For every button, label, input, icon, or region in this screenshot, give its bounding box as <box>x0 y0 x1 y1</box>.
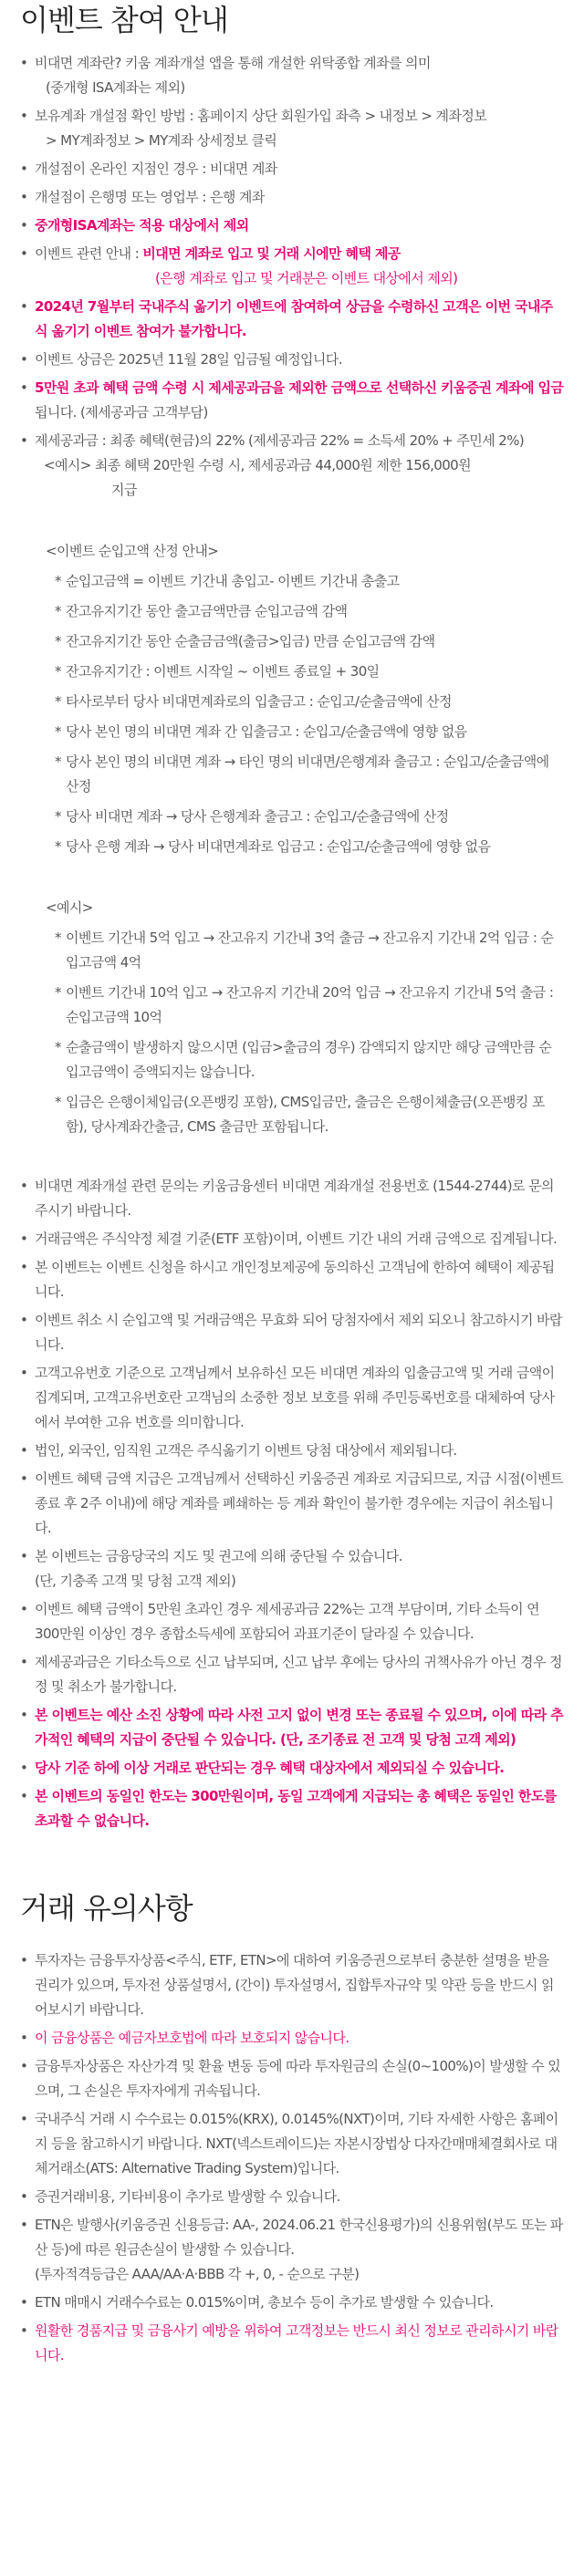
calc-rule-item: * 당사 은행 계좌 → 당사 비대면계좌로 입금고 : 순입고/순출금액에 영향 없음 <box>55 835 564 859</box>
list-item-text: 이벤트 취소 시 순입고액 및 거래금액은 무효화 되어 당첨자에서 제외 되오니 참고하시기 바랍니다. <box>35 1312 562 1353</box>
list-item <box>20 1308 564 1357</box>
list-item-text-highlight: 2024년 7월부터 국내주식 옮기기 이벤트에 참여하여 상금을 수령하신 고객은 이번 국내주식 옮기기 이벤트 참여가 불가합니다. <box>35 298 553 339</box>
list-item-text: 비대면 계좌개설 관련 문의는 키움금융센터 비대면 계좌개설 전용번호 (1544-2744)로 문의 주시기 바랍니다. <box>35 1178 554 1219</box>
list-item <box>20 1784 564 1833</box>
list-item-text: 본 이벤트는 금융당국의 지도 및 권고에 의해 중단될 수 있습니다. <box>35 1548 402 1564</box>
list-item <box>20 376 564 425</box>
list-item-text-highlight: 이 금융상품은 예금자보호법에 따라 보호되지 않습니다. <box>35 2030 349 2046</box>
list-item-sub: (단, 기충족 고객 및 당첨 고객 제외) <box>35 1573 236 1589</box>
list-item <box>20 1756 564 1781</box>
list-item <box>20 2185 564 2209</box>
list-item-text-highlight: 본 이벤트의 동일인 한도는 300만원이며, 동일 고객에게 지급되는 총 혜택은 동일인 한도를 초과할 수 없습니다. <box>35 1788 557 1829</box>
list-item <box>20 1544 564 1594</box>
calc-rule-item: * 당사 비대면 계좌 → 당사 은행계좌 출금고 : 순입고/순출금액에 산정 <box>55 805 564 829</box>
spacer <box>20 1158 564 1174</box>
list-item-text: 금융투자상품은 자산가격 및 환율 변동 등에 따라 투자원금의 손실(0~100%)이 발생할 수 있으며, 그 손실은 투자자에게 귀속됩니다. <box>35 2058 561 2099</box>
box-title: <예시> <box>46 899 93 916</box>
list-item <box>20 1255 564 1304</box>
list-item <box>20 1174 564 1223</box>
example-box <box>20 896 564 1139</box>
example-item: * 이벤트 기간내 10억 입고 → 잔고유지 기간내 20억 입금 → 잔고유지 기간내 5억 출금 : 순입고금액 10억 <box>55 981 564 1030</box>
list-item <box>20 1597 564 1646</box>
list-item-text: 이벤트 관련 안내 : <box>35 245 143 262</box>
list-item <box>20 213 564 238</box>
list-item-text-highlight: 비대면 계좌로 입고 및 거래 시에만 혜택 제공 <box>142 245 401 262</box>
list-item-text: 제세공과금 : 최종 혜택(현금)의 22% (제세공과금 22% = 소득세 20% + 주민세 2%) <box>35 432 525 449</box>
example-list <box>46 926 564 1139</box>
list-item-sub: (투자적격등급은 AAA/AA·A·BBB 각 +, 0, - 순으로 구분) <box>35 2266 360 2282</box>
list-item <box>20 2319 564 2368</box>
calc-rule-item: * 잔고유지기간 : 이벤트 시작일 ~ 이벤트 종료일 + 30일 <box>55 660 564 684</box>
list-item <box>20 1948 564 2022</box>
list-item <box>20 2026 564 2051</box>
list-item-text: 보유계좌 개설점 확인 방법 : 홈페이지 상단 회원가입 좌측 > 내정보 > 계좌정보 <box>35 108 487 124</box>
list-item-text-highlight: 당사 기준 하에 이상 거래로 판단되는 경우 혜택 대상자에서 제외되실 수 있습니다. <box>35 1760 505 1776</box>
example-text-cont: 지급 <box>111 482 137 498</box>
list-item <box>20 295 564 344</box>
list-item-text: 이벤트 혜택 금액이 5만원 초과인 경우 제세공과금 22%는 고객 부담이며, 기타 소득이 연 300만원 이상인 경우 종합소득세에 포함되어 과표기준이 달라질 수 있습니다. <box>35 1601 540 1642</box>
list-item-text: 거래금액은 주식약정 체결 기준(ETF 포함)이며, 이벤트 기간 내의 거래 금액으로 집계됩니다. <box>35 1231 558 1247</box>
list-item-text-highlight: 원활한 경품지급 및 금융사기 예방을 위하여 고객정보는 반드시 최신 정보로 관리하시기 바랍니다. <box>35 2322 558 2363</box>
list-item <box>20 1361 564 1435</box>
list-item <box>20 2054 564 2103</box>
list-item <box>20 242 564 291</box>
list-item <box>20 1467 564 1541</box>
list-item <box>20 1703 564 1752</box>
box-title: <이벤트 순입고액 산정 안내> <box>46 543 219 559</box>
list-item-text: 됩니다. (제세공과금 고객부담) <box>35 404 208 421</box>
example-item: * 이벤트 기간내 5억 입고 → 잔고유지 기간내 3억 출금 → 잔고유지 기간내 2억 입금 : 순입고금액 4억 <box>55 926 564 975</box>
caution-section-title: 거래 유의사항 <box>20 1891 193 1926</box>
caution-list <box>20 1948 564 2368</box>
list-item-text: 제세공과금은 기타소득으로 신고 납부되며, 신고 납부 후에는 당사의 귀책사유가 아닌 경우 정정 및 취소가 불가합니다. <box>35 1654 562 1695</box>
calc-rule-item: * 잔고유지기간 동안 순출금금액(출금>입금) 만큼 순입고금액 감액 <box>55 629 564 654</box>
list-item <box>20 104 564 153</box>
list-item-sub-highlight: (은행 계좌로 입고 및 거래분은 이벤트 대상에서 제외) <box>155 270 458 286</box>
list-item-text: 이벤트 혜택 금액 지급은 고객님께서 선택하신 키움증권 계좌로 지급되므로, 지급 시점(이벤트 종료 후 2주 이내)에 해당 계좌를 폐쇄하는 등 계좌 확인이 불가한 경우에는 지급이 취소됩니다. <box>35 1470 563 1536</box>
list-item-sub: (중개형 ISA계좌는 제외) <box>46 79 185 96</box>
event-terms-list <box>20 1174 564 1833</box>
example-item: * 순출금액이 발생하지 않으시면 (입금>출금의 경우) 감액되지 않지만 해당 금액만큼 순입고금액이 증액되지는 않습니다. <box>55 1035 564 1085</box>
list-item <box>20 2107 564 2181</box>
list-item <box>20 348 564 372</box>
list-item <box>20 2290 564 2315</box>
list-item-text: 본 이벤트는 이벤트 신청을 하시고 개인정보제공에 동의하신 고객님에 한하여 혜택이 제공됩니다. <box>35 1259 555 1300</box>
list-item-text: 개설점이 온라인 지점인 경우 : 비대면 계좌 <box>35 161 277 177</box>
event-section-title: 이벤트 참여 안내 <box>20 3 228 37</box>
list-item-text: 국내주식 거래 시 수수료는 0.015%(KRX), 0.0145%(NXT)이며, 기타 자세한 사항은 홈페이지 등을 참고하시기 바랍니다. NXT(넥스트레이드)는 자본시장법상 다자간매매체결회사로 대체거래소(ATS: Alternative Trading System)입니다. <box>35 2111 558 2176</box>
calc-rule-item: * 잔고유지기간 동안 출고금액만큼 순입고금액 감액 <box>55 599 564 624</box>
list-item-text: 비대면 계좌란? 키움 계좌개설 앱을 통해 개설한 위탁종합 계좌를 의미 <box>35 55 431 71</box>
list-item-sub: > MY계좌정보 > MY계좌 상세정보 클릭 <box>46 132 277 149</box>
list-item <box>20 1227 564 1252</box>
calc-rule-item: * 당사 본인 명의 비대면 계좌 간 입출금고 : 순입고/순출금액에 영향 없음 <box>55 720 564 744</box>
list-item-text-highlight: 중개형ISA계좌는 적용 대상에서 제외 <box>35 217 249 234</box>
list-item <box>20 157 564 182</box>
example-text: <예시> 최종 혜택 20만원 수령 시, 제세공과금 44,000원 제한 156,000원 <box>44 457 472 473</box>
net-deposit-calc-box <box>20 539 564 859</box>
list-item-text: 투자자는 금융투자상품<주식, ETF, ETN>에 대하여 키움증권으로부터 충분한 설명을 받을 권리가 있으며, 투자전 상품설명서, (간이) 투자설명서, 집합투자규약 및 약관 등을 반드시 읽어보시기 바랍니다. <box>35 1952 554 2018</box>
list-item-text: ETN 매매시 거래수수료는 0.015%이며, 총보수 등이 추가로 발생할 수 있습니다. <box>35 2294 494 2311</box>
list-item-text: ETN은 발행사(키움증권 신용등급: AA-, 2024.06.21 한국신용평가)의 신용위험(부도 또는 파산 등)에 따른 원금손실이 발생할 수 있습니다. <box>35 2217 563 2258</box>
calc-rule-item: * 타사로부터 당사 비대면계좌로의 입출금고 : 순입고/순출금액에 산정 <box>55 690 564 714</box>
list-item <box>20 1650 564 1699</box>
event-notice-list <box>20 51 564 503</box>
list-item-text: 개설점이 은행명 또는 영업부 : 은행 계좌 <box>35 189 265 205</box>
list-item <box>20 51 564 100</box>
list-item-text: 고객고유번호 기준으로 고객님께서 보유하신 모든 비대면 계좌의 입출금고액 및 거래 금액이 집계되며, 고객고유번호란 고객님의 소중한 정보 보호를 위해 주민등록번호를 대체하여 당사에서 부여한 고유 번호를 의미합니다. <box>35 1365 555 1430</box>
list-item-text-highlight: 본 이벤트는 예산 소진 상황에 따라 사전 고지 없이 변경 또는 종료될 수 있으며, 이에 따라 추가적인 혜택의 지급이 중단될 수 있습니다. (단, 조기종료 전 고객 및 당첨 고객 제외) <box>35 1707 564 1748</box>
list-item <box>20 429 564 503</box>
calc-rule-item: * 당사 본인 명의 비대면 계좌 → 타인 명의 비대면/은행계좌 출금고 : 순입고/순출금액에 산정 <box>55 750 564 799</box>
list-item-text: 법인, 외국인, 임직원 고객은 주식옮기기 이벤트 당첨 대상에서 제외됩니다. <box>35 1442 457 1459</box>
list-item <box>20 185 564 210</box>
list-item-text: 증권거래비용, 기타비용이 추가로 발생할 수 있습니다. <box>35 2188 340 2205</box>
example-item: * 입금은 은행이체입금(오픈뱅킹 포함), CMS입금만, 출금은 은행이체출금(오픈뱅킹 포함), 당사계좌간출금, CMS 출금만 포함됩니다. <box>55 1090 564 1139</box>
calc-rule-list <box>46 569 564 859</box>
list-item-text-highlight: 5만원 초과 혜택 금액 수령 시 제세공과금을 제외한 금액으로 선택하신 키움증권 계좌에 입금 <box>35 379 564 396</box>
list-item <box>20 2213 564 2287</box>
calc-rule-item: * 순입고금액 = 이벤트 기간내 총입고- 이벤트 기간내 총출고 <box>55 569 564 594</box>
list-item-text: 이벤트 상금은 2025년 11월 28일 입금될 예정입니다. <box>35 351 342 368</box>
list-item <box>20 1439 564 1463</box>
